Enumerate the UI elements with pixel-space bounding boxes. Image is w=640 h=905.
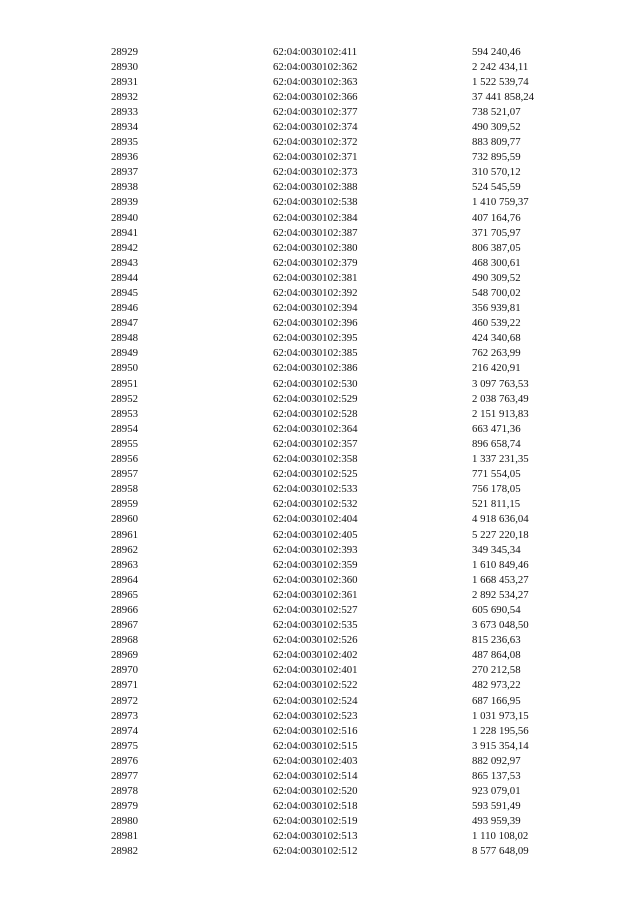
row-number: 28942 — [111, 241, 138, 254]
value-amount: 521 811,15 — [472, 498, 521, 511]
cadastral-number: 62:04:0030102:514 — [273, 770, 358, 782]
value-amount: 865 137,53 — [472, 770, 521, 782]
row-number: 28939 — [111, 196, 138, 209]
table-row — [0, 105, 640, 120]
table-row — [0, 45, 640, 60]
cadastral-number: 62:04:0030102:373 — [273, 166, 358, 179]
table-row — [0, 422, 640, 437]
value-amount: 1 031 973,15 — [472, 709, 529, 722]
cadastral-number: 62:04:0030102:401 — [273, 664, 358, 677]
table-row — [0, 678, 640, 693]
table-row — [0, 558, 640, 573]
table-row — [0, 603, 640, 618]
row-number: 28929 — [111, 45, 138, 58]
row-number: 28940 — [111, 211, 138, 224]
row-number: 28952 — [111, 392, 138, 405]
value-amount: 407 164,76 — [472, 211, 521, 224]
row-number: 28932 — [111, 90, 138, 103]
value-amount: 1 668 453,27 — [472, 573, 529, 586]
row-number: 28972 — [111, 694, 138, 707]
cadastral-number: 62:04:0030102:392 — [273, 287, 358, 299]
cadastral-number: 62:04:0030102:361 — [273, 588, 358, 601]
row-number: 28957 — [111, 468, 138, 481]
table-row — [0, 241, 640, 256]
cadastral-number: 62:04:0030102:362 — [273, 60, 358, 73]
cadastral-number: 62:04:0030102:371 — [273, 151, 358, 164]
table-row — [0, 361, 640, 376]
cadastral-number: 62:04:0030102:530 — [273, 377, 358, 390]
value-amount: 490 309,52 — [472, 271, 521, 284]
cadastral-number: 62:04:0030102:395 — [273, 332, 358, 345]
cadastral-number: 62:04:0030102:360 — [273, 573, 358, 586]
row-number: 28968 — [111, 634, 138, 647]
table-row — [0, 271, 640, 286]
cadastral-number: 62:04:0030102:357 — [273, 437, 358, 450]
cadastral-number: 62:04:0030102:372 — [273, 136, 358, 149]
value-amount: 815 236,63 — [472, 634, 521, 647]
value-amount: 687 166,95 — [472, 694, 521, 707]
row-number: 28947 — [111, 317, 138, 330]
value-amount: 1 337 231,35 — [472, 453, 529, 466]
row-number: 28982 — [111, 845, 138, 858]
table-row — [0, 497, 640, 512]
row-number: 28934 — [111, 120, 138, 133]
value-amount: 663 471,36 — [472, 422, 521, 435]
cadastral-number: 62:04:0030102:529 — [273, 392, 358, 405]
cadastral-number: 62:04:0030102:516 — [273, 724, 358, 737]
value-amount: 732 895,59 — [472, 151, 521, 164]
value-amount: 1 228 195,56 — [472, 724, 529, 737]
cadastral-number: 62:04:0030102:363 — [273, 75, 358, 88]
table-row — [0, 180, 640, 195]
cadastral-number: 62:04:0030102:520 — [273, 785, 358, 798]
table-row — [0, 784, 640, 799]
cadastral-number: 62:04:0030102:538 — [273, 196, 358, 209]
table-row — [0, 377, 640, 392]
cadastral-number: 62:04:0030102:359 — [273, 558, 358, 571]
table-row — [0, 226, 640, 241]
cadastral-number: 62:04:0030102:526 — [273, 634, 358, 647]
cadastral-number: 62:04:0030102:404 — [273, 513, 358, 526]
cadastral-number: 62:04:0030102:380 — [273, 241, 358, 254]
value-amount: 5 227 220,18 — [472, 528, 529, 541]
table-row — [0, 407, 640, 422]
row-number: 28944 — [111, 271, 138, 284]
value-amount: 896 658,74 — [472, 437, 521, 450]
row-number: 28937 — [111, 166, 138, 179]
value-amount: 605 690,54 — [472, 603, 521, 616]
table-row — [0, 573, 640, 588]
row-number: 28951 — [111, 377, 138, 390]
cadastral-number: 62:04:0030102:519 — [273, 815, 358, 828]
value-amount: 4 918 636,04 — [472, 513, 529, 526]
table-row — [0, 543, 640, 558]
table-row — [0, 286, 640, 301]
cadastral-number: 62:04:0030102:388 — [273, 181, 358, 194]
cadastral-number: 62:04:0030102:387 — [273, 226, 358, 239]
table-row — [0, 346, 640, 361]
cadastral-number: 62:04:0030102:518 — [273, 800, 358, 813]
cadastral-number: 62:04:0030102:532 — [273, 498, 358, 511]
cadastral-number: 62:04:0030102:396 — [273, 317, 358, 330]
row-number: 28963 — [111, 558, 138, 571]
row-number: 28930 — [111, 60, 138, 73]
value-amount: 3 097 763,53 — [472, 377, 529, 390]
table-row — [0, 528, 640, 543]
cadastral-number: 62:04:0030102:374 — [273, 120, 358, 133]
table-row — [0, 331, 640, 346]
row-number: 28959 — [111, 498, 138, 511]
value-amount: 424 340,68 — [472, 332, 521, 345]
table-row — [0, 467, 640, 482]
row-number: 28966 — [111, 603, 138, 616]
table-row — [0, 75, 640, 90]
data-table — [0, 45, 640, 860]
value-amount: 756 178,05 — [472, 483, 521, 496]
row-number: 28941 — [111, 226, 138, 239]
cadastral-number: 62:04:0030102:411 — [273, 45, 358, 58]
value-amount: 3 673 048,50 — [472, 619, 529, 632]
row-number: 28977 — [111, 770, 138, 782]
table-row — [0, 769, 640, 784]
value-amount: 2 151 913,83 — [472, 407, 529, 420]
value-amount: 310 570,12 — [472, 166, 521, 179]
cadastral-number: 62:04:0030102:403 — [273, 754, 358, 767]
table-row — [0, 663, 640, 678]
value-amount: 487 864,08 — [472, 649, 521, 662]
value-amount: 2 892 534,27 — [472, 588, 529, 601]
table-row — [0, 709, 640, 724]
table-row — [0, 724, 640, 739]
value-amount: 524 545,59 — [472, 181, 521, 194]
row-number: 28978 — [111, 785, 138, 798]
row-number: 28933 — [111, 105, 138, 118]
table-row — [0, 512, 640, 527]
value-amount: 771 554,05 — [472, 468, 521, 481]
cadastral-number: 62:04:0030102:386 — [273, 362, 358, 375]
cadastral-number: 62:04:0030102:402 — [273, 649, 358, 662]
row-number: 28971 — [111, 679, 138, 692]
value-amount: 1 610 849,46 — [472, 558, 529, 571]
table-row — [0, 90, 640, 105]
table-row — [0, 211, 640, 226]
table-row — [0, 316, 640, 331]
table-row — [0, 256, 640, 271]
value-amount: 806 387,05 — [472, 241, 521, 254]
cadastral-number: 62:04:0030102:513 — [273, 830, 358, 843]
table-row — [0, 120, 640, 135]
value-amount: 593 591,49 — [472, 800, 521, 813]
value-amount: 3 915 354,14 — [472, 739, 529, 752]
row-number: 28969 — [111, 649, 138, 662]
value-amount: 349 345,34 — [472, 543, 521, 556]
value-amount: 356 939,81 — [472, 302, 521, 315]
row-number: 28943 — [111, 256, 138, 269]
cadastral-number: 62:04:0030102:512 — [273, 845, 358, 858]
row-number: 28931 — [111, 75, 138, 88]
value-amount: 482 973,22 — [472, 679, 521, 692]
row-number: 28962 — [111, 543, 138, 556]
table-row — [0, 739, 640, 754]
cadastral-number: 62:04:0030102:528 — [273, 407, 358, 420]
row-number: 28949 — [111, 347, 138, 360]
value-amount: 490 309,52 — [472, 120, 521, 133]
value-amount: 371 705,97 — [472, 226, 521, 239]
row-number: 28973 — [111, 709, 138, 722]
table-row — [0, 618, 640, 633]
cadastral-number: 62:04:0030102:524 — [273, 694, 358, 707]
table-row — [0, 482, 640, 497]
row-number: 28958 — [111, 483, 138, 496]
value-amount: 2 038 763,49 — [472, 392, 529, 405]
cadastral-number: 62:04:0030102:377 — [273, 105, 358, 118]
table-row — [0, 754, 640, 769]
row-number: 28945 — [111, 287, 138, 299]
cadastral-number: 62:04:0030102:535 — [273, 619, 358, 632]
table-row — [0, 165, 640, 180]
cadastral-number: 62:04:0030102:522 — [273, 679, 358, 692]
row-number: 28938 — [111, 181, 138, 194]
value-amount: 762 263,99 — [472, 347, 521, 360]
row-number: 28965 — [111, 588, 138, 601]
row-number: 28981 — [111, 830, 138, 843]
value-amount: 216 420,91 — [472, 362, 521, 375]
value-amount: 923 079,01 — [472, 785, 521, 798]
cadastral-number: 62:04:0030102:515 — [273, 739, 358, 752]
cadastral-number: 62:04:0030102:366 — [273, 90, 358, 103]
value-amount: 1 522 539,74 — [472, 75, 529, 88]
row-number: 28935 — [111, 136, 138, 149]
value-amount: 594 240,46 — [472, 45, 521, 58]
table-row — [0, 60, 640, 75]
cadastral-number: 62:04:0030102:379 — [273, 256, 358, 269]
row-number: 28970 — [111, 664, 138, 677]
value-amount: 882 092,97 — [472, 754, 521, 767]
row-number: 28948 — [111, 332, 138, 345]
cadastral-number: 62:04:0030102:405 — [273, 528, 358, 541]
value-amount: 883 809,77 — [472, 136, 521, 149]
table-row — [0, 195, 640, 210]
row-number: 28980 — [111, 815, 138, 828]
cadastral-number: 62:04:0030102:385 — [273, 347, 358, 360]
row-number: 28967 — [111, 619, 138, 632]
value-amount: 37 441 858,24 — [472, 90, 535, 103]
row-number: 28950 — [111, 362, 138, 375]
value-amount: 493 959,39 — [472, 815, 521, 828]
row-number: 28979 — [111, 800, 138, 813]
cadastral-number: 62:04:0030102:364 — [273, 422, 358, 435]
row-number: 28955 — [111, 437, 138, 450]
row-number: 28976 — [111, 754, 138, 767]
table-row — [0, 452, 640, 467]
value-amount: 270 212,58 — [472, 664, 521, 677]
table-row — [0, 301, 640, 316]
cadastral-number: 62:04:0030102:381 — [273, 271, 358, 284]
table-row — [0, 799, 640, 814]
table-row — [0, 150, 640, 165]
table-row — [0, 648, 640, 663]
table-row — [0, 829, 640, 844]
cadastral-number: 62:04:0030102:394 — [273, 302, 358, 315]
table-row — [0, 633, 640, 648]
row-number: 28964 — [111, 573, 138, 586]
table-row — [0, 437, 640, 452]
table-row — [0, 588, 640, 603]
table-row — [0, 392, 640, 407]
cadastral-number: 62:04:0030102:523 — [273, 709, 358, 722]
value-amount: 460 539,22 — [472, 317, 521, 330]
cadastral-number: 62:04:0030102:384 — [273, 211, 358, 224]
value-amount: 1 110 108,02 — [472, 830, 529, 843]
value-amount: 8 577 648,09 — [472, 845, 529, 858]
cadastral-number: 62:04:0030102:525 — [273, 468, 358, 481]
row-number: 28974 — [111, 724, 138, 737]
table-row — [0, 694, 640, 709]
row-number: 28975 — [111, 739, 138, 752]
row-number: 28956 — [111, 453, 138, 466]
row-number: 28936 — [111, 151, 138, 164]
row-number: 28961 — [111, 528, 138, 541]
table-row — [0, 844, 640, 859]
table-row — [0, 135, 640, 150]
row-number: 28954 — [111, 422, 138, 435]
cadastral-number: 62:04:0030102:533 — [273, 483, 358, 496]
row-number: 28946 — [111, 302, 138, 315]
value-amount: 468 300,61 — [472, 256, 521, 269]
cadastral-number: 62:04:0030102:393 — [273, 543, 358, 556]
cadastral-number: 62:04:0030102:358 — [273, 453, 358, 466]
row-number: 28953 — [111, 407, 138, 420]
value-amount: 1 410 759,37 — [472, 196, 529, 209]
cadastral-number: 62:04:0030102:527 — [273, 603, 358, 616]
value-amount: 2 242 434,11 — [472, 60, 529, 73]
table-row — [0, 814, 640, 829]
value-amount: 548 700,02 — [472, 287, 521, 299]
value-amount: 738 521,07 — [472, 105, 521, 118]
row-number: 28960 — [111, 513, 138, 526]
